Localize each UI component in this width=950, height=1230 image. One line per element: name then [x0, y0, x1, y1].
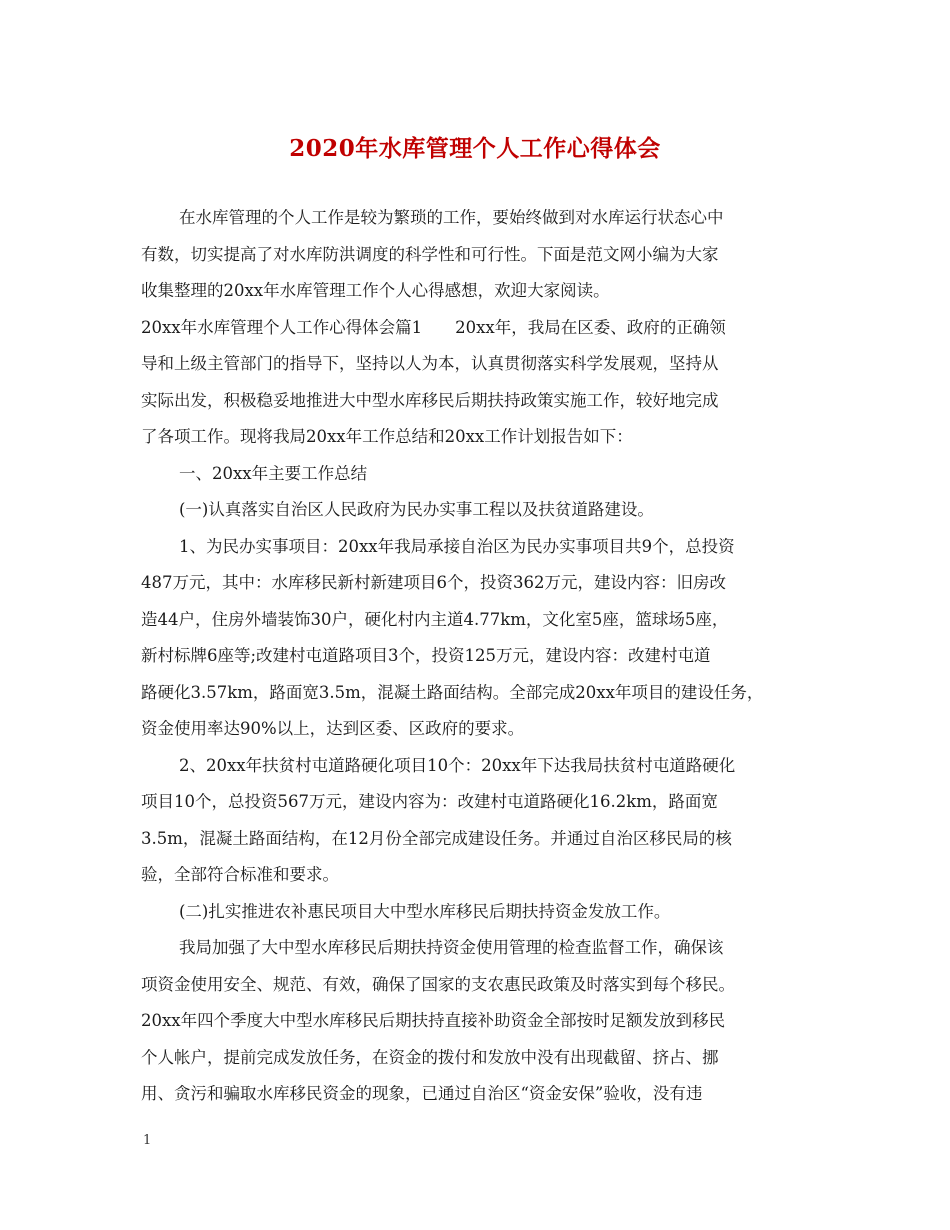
document-body [141, 200, 811, 1113]
page-number: 1 [143, 1133, 152, 1148]
body-line: 一、20xx年主要工作总结 [179, 463, 368, 483]
body-line: 有数，切实提高了对水库防洪调度的科学性和可行性。下面是范文网小编为大家 [141, 244, 719, 264]
body-line: 验，全部符合标准和要求。 [141, 865, 339, 884]
body-line: 导和上级主管部门的指导下，坚持以人为本，认真贯彻落实科学发展观，坚持从 [141, 354, 719, 373]
body-line: 20xx年四个季度大中型水库移民后期扶持直接补助资金全部按时足额发放到移民 [141, 1011, 726, 1030]
body-line: 487万元，其中：水库移民新村新建项目6个，投资362万元，建设内容：旧房改 [141, 573, 726, 592]
body-line: 1、为民办实事项目：20xx年我局承接自治区为民办实事项目共9个，总投资 [179, 536, 735, 556]
body-line: 造44户，住房外墙装饰30户，硬化村内主道4.77km，文化室5座，篮球场5座， [141, 609, 729, 629]
body-line: 个人帐户，提前完成发放任务，在资金的拨付和发放中没有出现截留、挤占、挪 [141, 1047, 719, 1067]
body-line: 用、贪污和骗取水库移民资金的现象，已通过自治区“资金安保”验收，没有违 [141, 1084, 703, 1103]
body-line: 20xx年水库管理个人工作心得体会篇1 20xx年，我局在区委、政府的正确领 [141, 317, 726, 337]
body-line: 项资金使用安全、规范、有效，确保了国家的支农惠民政策及时落实到每个移民。 [141, 974, 735, 994]
body-line: 项目10个，总投资567万元，建设内容为：改建村屯道路硬化16.2km，路面宽 [141, 792, 718, 811]
body-line: 2、20xx年扶贫村屯道路硬化项目10个：20xx年下达我局扶贫村屯道路硬化 [179, 755, 736, 775]
body-line: (二)扎实推进农补惠民项目大中型水库移民后期扶持资金发放工作。 [179, 901, 671, 921]
body-line: 3.5m，混凝土路面结构，在12月份全部完成建设任务。并通过自治区移民局的核 [141, 828, 732, 848]
body-line: 实际出发，积极稳妥地推进大中型水库移民后期扶持政策实施工作，较好地完成 [141, 390, 719, 410]
body-line: 在水库管理的个人工作是较为繁琐的工作，要始终做到对水库运行状态心中 [179, 208, 724, 227]
body-line: 我局加强了大中型水库移民后期扶持资金使用管理的检查监督工作，确保该 [179, 938, 724, 957]
body-line: 了各项工作。现将我局20xx年工作总结和20xx工作计划报告如下： [141, 427, 633, 446]
body-line: 路硬化3.57km，路面宽3.5m，混凝土路面结构。全部完成20xx年项目的建设任务， [141, 682, 764, 702]
body-line: (一)认真落实自治区人民政府为民办实事工程以及扶贫道路建设。 [179, 500, 654, 519]
document-title: 2020年水库管理个人工作心得体会 [289, 135, 661, 162]
body-line: 收集整理的20xx年水库管理工作个人心得感想，欢迎大家阅读。 [141, 281, 610, 300]
body-line: 资金使用率达90%以上，达到区委、区政府的要求。 [141, 719, 525, 738]
body-line: 新村标牌6座等;改建村屯道路项目3个，投资125万元，建设内容：改建村屯道 [141, 646, 711, 665]
